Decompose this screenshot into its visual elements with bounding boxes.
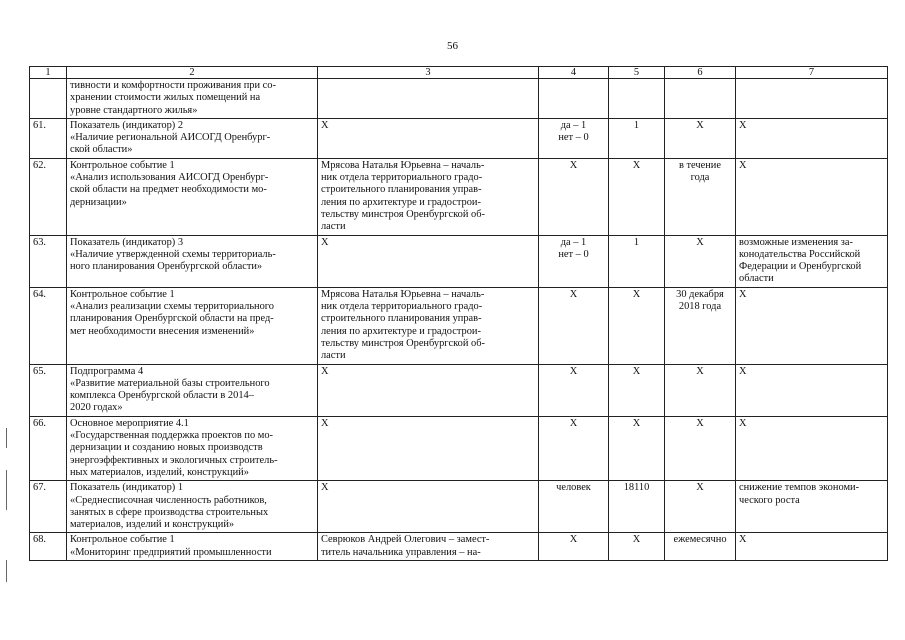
table-row [30, 235, 888, 287]
cell-text-line: X [321, 365, 329, 377]
margin-mark [6, 428, 7, 448]
table-row [30, 79, 888, 119]
header-row [30, 67, 888, 79]
cell-text-line: Мрясова Наталья Юрьевна – началь- [321, 288, 485, 300]
column-header: 5 [609, 67, 665, 79]
table-row [30, 118, 888, 158]
responsible-cell [318, 287, 539, 364]
cell-text-line: X [569, 159, 578, 171]
cell-text-line: 30 декабря [676, 288, 724, 300]
cell-text-line: ской области» [70, 144, 133, 156]
cell-text-line: да – 1 [560, 236, 587, 248]
cell-text-line: титель начальника управления – на- [321, 546, 481, 558]
risk-cell [736, 481, 888, 533]
cell-text-line: «Развитие материальной базы строительного [70, 377, 270, 389]
cell-text-line: тивности и комфортности проживания при со- [70, 80, 276, 91]
cell-text-line: тельству минстроя Оренбургской об- [321, 337, 485, 349]
cell-text-line: энергоэффективных и экологичных строитель- [70, 454, 278, 466]
cell-text-line: ежемесячно [673, 534, 727, 546]
cell-text-line: X [696, 417, 704, 429]
cell-text-line: нет – 0 [558, 132, 589, 144]
deadline-cell [665, 287, 736, 364]
value-cell [609, 533, 665, 561]
cell-text-line: конодательства Российской [739, 248, 861, 260]
column-header: 2 [67, 67, 318, 79]
cell-text-line: тельству минстроя Оренбургской об- [321, 208, 485, 220]
unit-cell [539, 364, 609, 416]
risk-cell [736, 79, 888, 119]
cell-text-line: да – 1 [560, 119, 587, 131]
value-cell [609, 235, 665, 287]
risk-cell [736, 364, 888, 416]
cell-text-line: возможные изменения за- [739, 236, 853, 248]
responsible-cell [318, 533, 539, 561]
cell-text-line: X [569, 365, 578, 377]
cell-text-line: X [739, 365, 747, 377]
row-number-cell: 65. [30, 364, 67, 416]
cell-text-line: X [569, 288, 578, 300]
plan-table [29, 66, 888, 561]
cell-text-line: хранении стоимости жилых помещений на [70, 92, 261, 104]
unit-cell [539, 118, 609, 158]
unit-cell [539, 533, 609, 561]
responsible-cell [318, 158, 539, 235]
risk-cell [736, 533, 888, 561]
description-cell [67, 118, 318, 158]
margin-mark [6, 470, 7, 510]
cell-text-line: Мрясова Наталья Юрьевна – началь- [321, 159, 485, 171]
cell-text-line: строительного планирования управ- [321, 313, 482, 325]
cell-text-line: X [696, 482, 704, 494]
column-header: 6 [665, 67, 736, 79]
column-header: 4 [539, 67, 609, 79]
deadline-cell [665, 235, 736, 287]
cell-text-line: ник отдела территориального градо- [321, 172, 483, 184]
deadline-cell [665, 533, 736, 561]
cell-text-line: ласти [321, 221, 346, 233]
unit-cell [539, 481, 609, 533]
cell-text-line: года [690, 172, 710, 184]
description-cell [67, 481, 318, 533]
cell-text-line: дернизации» [70, 196, 127, 208]
cell-text-line: X [321, 119, 329, 131]
responsible-cell [318, 364, 539, 416]
cell-text-line: X [696, 236, 704, 248]
cell-text-line: Показатель (индикатор) 3 [70, 236, 184, 248]
unit-cell [539, 287, 609, 364]
cell-text-line: Показатель (индикатор) 2 [70, 119, 184, 131]
row-number-cell: 61. [30, 118, 67, 158]
row-number-cell: 68. [30, 533, 67, 561]
cell-text-line: X [569, 417, 578, 429]
column-header: 3 [318, 67, 539, 79]
cell-text-line: «Наличие региональной АИСОГД Оренбург- [70, 132, 271, 144]
deadline-cell [665, 481, 736, 533]
cell-text-line: Подпрограмма 4 [70, 365, 144, 377]
unit-cell [539, 235, 609, 287]
responsible-cell [318, 235, 539, 287]
cell-text-line: «Среднесписочная численность работников, [70, 494, 267, 506]
cell-text-line: области [739, 273, 774, 285]
cell-text-line: Федерации и Оренбургской [739, 261, 862, 273]
cell-text-line: ного планирования Оренбургской области» [70, 261, 263, 273]
description-cell [67, 287, 318, 364]
unit-cell [539, 79, 609, 119]
cell-text-line: 1 [633, 119, 640, 131]
cell-text-line: Показатель (индикатор) 1 [70, 482, 184, 494]
cell-text-line: «Мониторинг предприятий промышленности [70, 546, 272, 558]
cell-text-line: X [739, 534, 747, 546]
deadline-cell [665, 364, 736, 416]
cell-text-line: мет необходимости внесения изменений» [70, 325, 255, 337]
description-cell [67, 416, 318, 480]
table-row [30, 364, 888, 416]
risk-cell [736, 416, 888, 480]
cell-text-line: Основное мероприятие 4.1 [70, 417, 189, 429]
cell-text-line: ления по архитектуре и градострои- [321, 325, 481, 337]
column-header: 1 [30, 67, 67, 79]
unit-cell [539, 158, 609, 235]
cell-text-line: X [696, 365, 704, 377]
unit-cell [539, 416, 609, 480]
description-cell [67, 235, 318, 287]
cell-text-line: «Анализ использования АИСОГД Оренбург- [70, 172, 269, 184]
cell-text-line: «Наличие утвержденной схемы территориаль- [70, 248, 276, 260]
cell-text-line: X [739, 288, 747, 300]
cell-text-line: строительного планирования управ- [321, 184, 482, 196]
cell-text-line: Контрольное событие 1 [70, 534, 175, 546]
row-number-cell: 67. [30, 481, 67, 533]
cell-text-line: X [632, 365, 641, 377]
cell-text-line: «Государственная поддержка проектов по мо- [70, 430, 273, 442]
cell-text-line: комплекса Оренбургской области в 2014– [70, 390, 254, 402]
table-row [30, 158, 888, 235]
row-number-cell: 66. [30, 416, 67, 480]
cell-text-line: уровне стандартного жилья» [70, 104, 198, 116]
cell-text-line: X [739, 417, 747, 429]
deadline-cell [665, 118, 736, 158]
cell-text-line: ления по архитектуре и градострои- [321, 196, 481, 208]
cell-text-line: X [321, 417, 329, 429]
cell-text-line: дернизации и созданию новых производств [70, 442, 263, 454]
table-row [30, 287, 888, 364]
table-row [30, 481, 888, 533]
cell-text-line: ник отдела территориального градо- [321, 301, 483, 313]
value-cell [609, 481, 665, 533]
cell-text-line: материалов, изделий и конструкций» [70, 519, 235, 531]
cell-text-line: 18110 [623, 482, 650, 494]
deadline-cell [665, 416, 736, 480]
cell-text-line: 2020 годах» [70, 402, 123, 414]
cell-text-line: ласти [321, 350, 346, 362]
cell-text-line: X [632, 417, 641, 429]
responsible-cell [318, 79, 539, 119]
risk-cell [736, 287, 888, 364]
cell-text-line: ской области на предмет необходимости мо- [70, 184, 267, 196]
cell-text-line: ных материалов, изделий, конструкций» [70, 466, 249, 478]
cell-text-line: X [632, 534, 641, 546]
responsible-cell [318, 118, 539, 158]
value-cell [609, 287, 665, 364]
cell-text-line: X [632, 288, 641, 300]
page-number: 56 [447, 40, 458, 52]
table-row [30, 416, 888, 480]
cell-text-line: X [569, 534, 578, 546]
deadline-cell [665, 158, 736, 235]
cell-text-line: планирования Оренбургской области на пред- [70, 313, 274, 325]
value-cell [609, 118, 665, 158]
deadline-cell [665, 79, 736, 119]
cell-text-line: X [739, 119, 747, 131]
cell-text-line: X [321, 482, 329, 494]
cell-text-line: Контрольное событие 1 [70, 159, 175, 171]
cell-text-line: «Анализ реализации схемы территориального [70, 301, 275, 313]
cell-text-line: ческого роста [739, 494, 800, 506]
cell-text-line: 2018 года [678, 301, 722, 313]
cell-text-line: X [632, 159, 641, 171]
risk-cell [736, 118, 888, 158]
cell-text-line: снижение темпов экономи- [739, 482, 860, 494]
cell-text-line: 1 [633, 236, 640, 248]
description-cell [67, 158, 318, 235]
column-header: 7 [736, 67, 888, 79]
value-cell [609, 416, 665, 480]
description-cell [67, 79, 318, 119]
cell-text-line: занятых в сфере производства строительных [70, 506, 269, 518]
description-cell [67, 533, 318, 561]
row-number-cell: 64. [30, 287, 67, 364]
margin-mark [6, 560, 7, 582]
cell-text-line: X [321, 236, 329, 248]
cell-text-line: человек [556, 482, 591, 494]
responsible-cell [318, 416, 539, 480]
row-number-cell [30, 79, 67, 119]
risk-cell [736, 235, 888, 287]
cell-text-line: X [739, 159, 747, 171]
value-cell [609, 158, 665, 235]
cell-text-line: нет – 0 [558, 248, 589, 260]
row-number-cell: 63. [30, 235, 67, 287]
responsible-cell [318, 481, 539, 533]
cell-text-line: X [696, 119, 704, 131]
description-cell [67, 364, 318, 416]
table-row [30, 533, 888, 561]
cell-text-line: Севрюков Андрей Олегович – замест- [321, 534, 490, 546]
risk-cell [736, 158, 888, 235]
cell-text-line: в течение [679, 159, 721, 171]
value-cell [609, 79, 665, 119]
cell-text-line: Контрольное событие 1 [70, 288, 175, 300]
row-number-cell: 62. [30, 158, 67, 235]
value-cell [609, 364, 665, 416]
